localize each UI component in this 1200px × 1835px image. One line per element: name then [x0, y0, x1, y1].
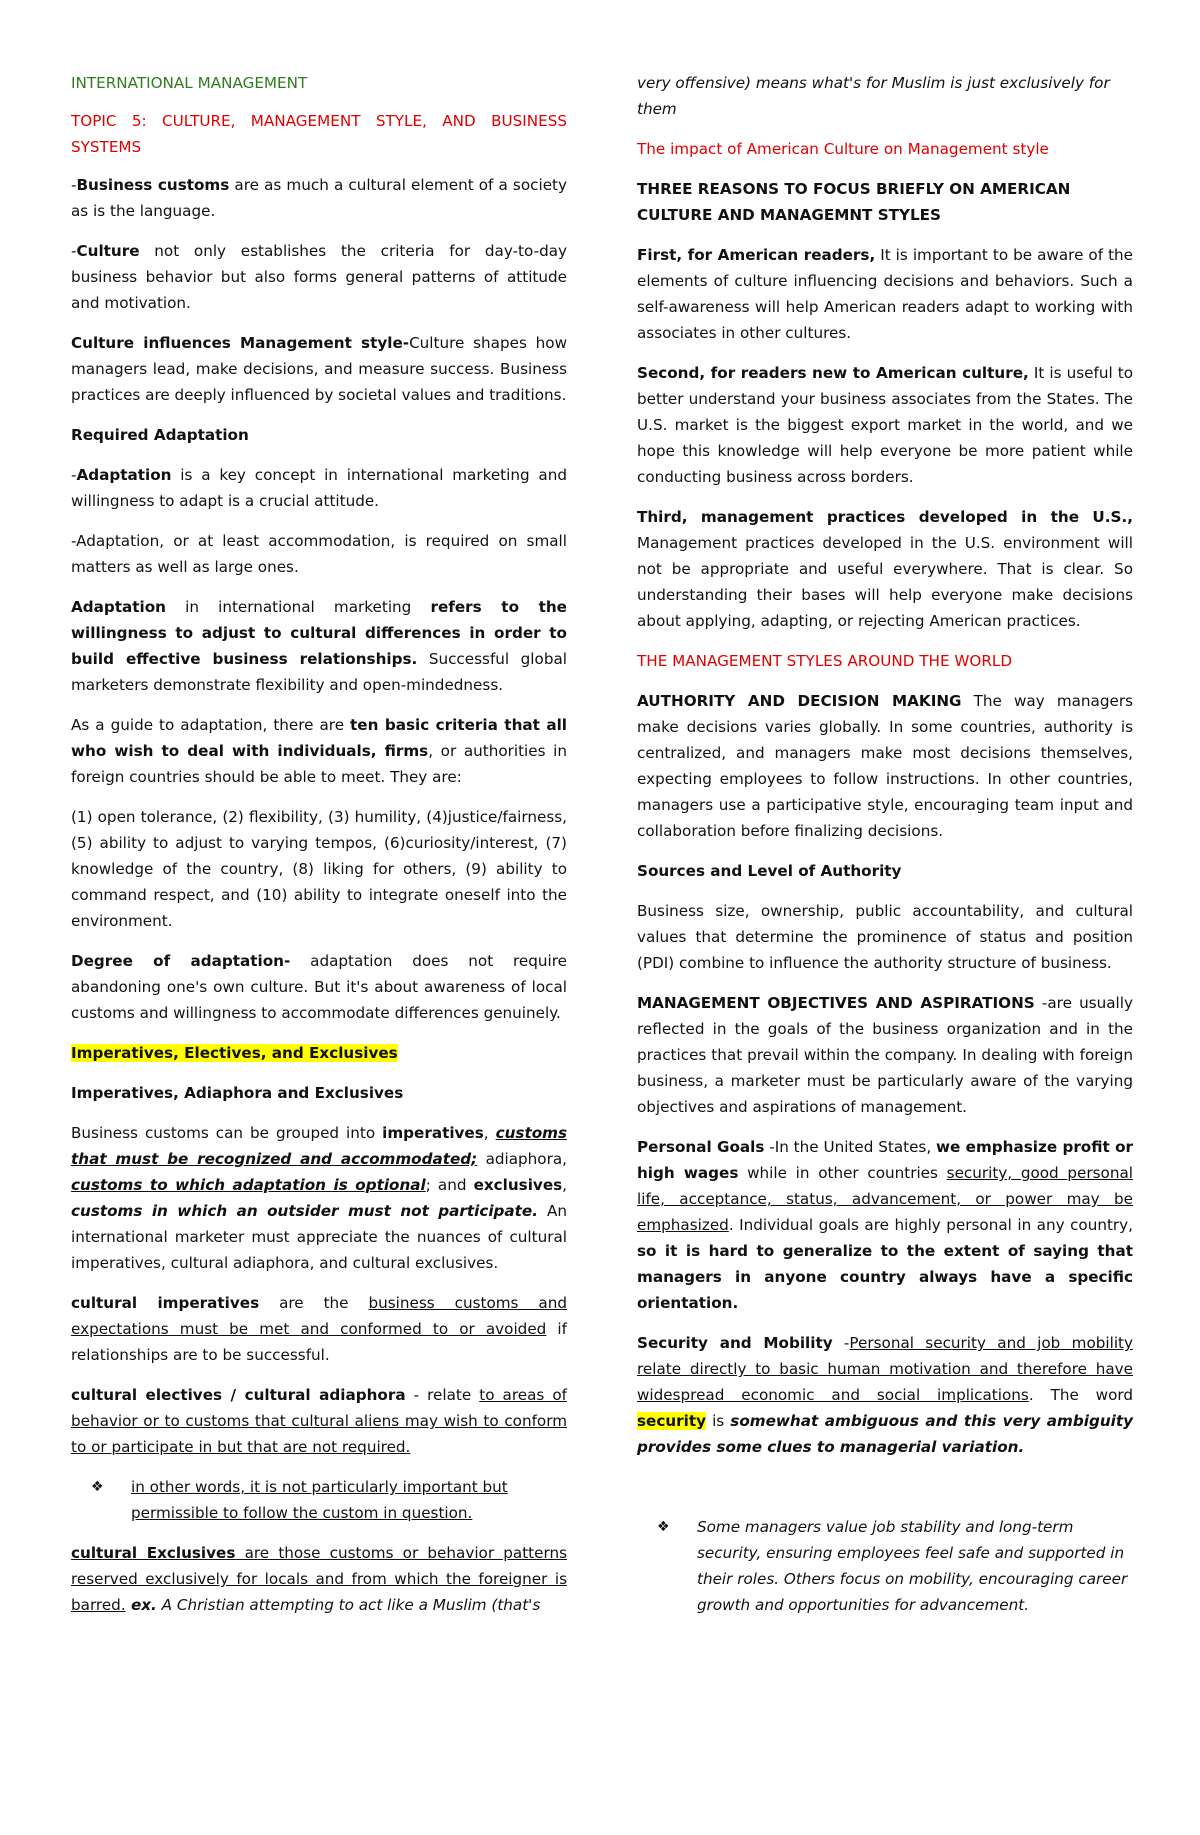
heading-imperatives-electives: Imperatives, Electives, and Exclusives	[71, 1044, 398, 1062]
paragraph-business-customs: -Business customs are as much a cultural element of a society as is the language.	[71, 176, 567, 220]
paragraph-culture-influences: Culture influences Management style-Culture shapes how managers lead, make decisions, and measure success. Business practices are deeply influenced by societal values and traditions.	[71, 334, 567, 404]
paragraph-business-customs-groups: Business customs can be grouped into imperatives, customs that must be recognized and accommodated; adiaphora, customs to which adaptation is optional; and exclusives, customs in which an outsider must not participate. An international marketer must appreciate the nuances of cultural imperatives, cultural adiaphora, and cultural exclusives.	[71, 1124, 568, 1272]
paragraph-criteria-list: (1) open tolerance, (2) flexibility, (3) humility, (4)justice/fairness, (5) ability to adjust to varying tempos, (6)curiosity/interest, (7) knowledge of the country, (8) liking for others, (9) ability to command respect, and (10) ability to integrate oneself into the environment.	[71, 808, 567, 930]
heading-three-reasons: THREE REASONS TO FOCUS BRIEFLY ON AMERICAN CULTURE AND MANAGEMNT STYLES	[637, 180, 1071, 224]
paragraph-personal-goals: Personal Goals -In the United States, we emphasize profit or high wages while in other countries security, good personal life, acceptance, status, advancement, or power may be emphasized. Individual goals are highly personal in any country, so it is hard to generalize to the extent of saying that managers in anyone country always have a specific orientation.	[637, 1138, 1134, 1312]
paragraph-continuation: very offensive) means what's for Muslim is just exclusively for them	[637, 74, 1110, 118]
left-column	[71, 70, 567, 1632]
diamond-bullet-icon: ❖	[657, 1519, 670, 1535]
spacer	[637, 1474, 1133, 1514]
paragraph-culture: -Culture not only establishes the criteria for day-to-day business behavior but also forms general patterns of attitude and motivation.	[71, 242, 567, 312]
paragraph-sources-authority: Business size, ownership, public accountability, and cultural values that determine the prominence of status and position (PDI) combine to influence the authority structure of business.	[637, 902, 1133, 972]
paragraph-management-objectives: MANAGEMENT OBJECTIVES AND ASPIRATIONS -are usually reflected in the goals of the business organization and in the practices that prevail within the company. In dealing with foreign business, a marketer must be particularly aware of the varying objectives and aspirations of management.	[637, 994, 1133, 1116]
paragraph-cultural-imperatives: cultural imperatives are the business customs and expectations must be met and conformed to or avoided if relationships are to be successful.	[71, 1294, 567, 1364]
paragraph-adaptation-accommodation: -Adaptation, or at least accommodation, is required on small matters as well as large ones.	[71, 532, 567, 576]
paragraph-third-reason: Third, management practices developed in the U.S., Management practices developed in the U.S. environment will not be appropriate and useful everywhere. That is clear. So understanding their bases will help everyone make decisions about applying, adapting, or rejecting American practices.	[637, 508, 1133, 630]
paragraph-second-reason: Second, for readers new to American culture, It is useful to better understand your business associates from the States. The U.S. market is the biggest export market in the world, and we hope this knowledge will help everyone be more patient while conducting business across borders.	[637, 364, 1133, 486]
heading-required-adaptation: Required Adaptation	[71, 426, 249, 444]
bullet-job-stability: ❖ Some managers value job stability and long-term security, ensuring employees feel safe and supported in their roles. Others focus on mobility, encouraging career growth and opportunities for advancement.	[637, 1514, 1133, 1618]
paragraph-adaptation-refers: Adaptation in international marketing refers to the willingness to adjust to cultural differences in order to build effective business relationships. Successful global marketers demonstrate flexibility and open-mindedness.	[71, 598, 567, 694]
paragraph-degree-adaptation: Degree of adaptation- adaptation does not require abandoning one's own culture. But it's about awareness of local customs and willingness to accommodate differences genuinely.	[71, 952, 567, 1022]
heading-sources-authority: Sources and Level of Authority	[637, 862, 902, 880]
right-column	[637, 70, 1133, 1632]
paragraph-cultural-electives: cultural electives / cultural adiaphora - relate to areas of behavior or to customs that cultural aliens may wish to conform to or participate in but that are not required.	[71, 1386, 568, 1456]
diamond-bullet-icon: ❖	[91, 1479, 104, 1495]
paragraph-first-reason: First, for American readers, It is important to be aware of the elements of culture influencing decisions and behaviors. Such a self-awareness will help American readers adapt to working with associates in other cultures.	[637, 246, 1133, 342]
paragraph-security-mobility: Security and Mobility -Personal security and job mobility relate directly to basic human motivation and therefore have widespread economic and social implications. The word security is somewhat ambiguous and this very ambiguity provides some clues to managerial variation.	[637, 1334, 1134, 1456]
paragraph-authority-decision: AUTHORITY AND DECISION MAKING The way managers make decisions varies globally. In some countries, authority is centralized, and managers make most decisions themselves, expecting employees to follow instructions. In other countries, managers use a participative style, encouraging team input and collaboration before finalizing decisions.	[637, 692, 1133, 840]
paragraph-ten-criteria: As a guide to adaptation, there are ten basic criteria that all who wish to deal with individuals, firms, or authorities in foreign countries should be able to meet. They are:	[71, 716, 567, 786]
document-title: INTERNATIONAL MANAGEMENT	[71, 74, 308, 92]
heading-management-styles: THE MANAGEMENT STYLES AROUND THE WORLD	[637, 652, 1013, 670]
bullet-in-other-words: ❖ in other words, it is not particularly important but permissible to follow the custom in question.	[71, 1474, 567, 1526]
paragraph-adaptation-key: -Adaptation is a key concept in international marketing and willingness to adapt is a crucial attitude.	[71, 466, 567, 510]
heading-impact-american-culture: The impact of American Culture on Management style	[637, 140, 1049, 158]
paragraph-cultural-exclusives: cultural Exclusives are those customs or behavior patterns reserved exclusively for locals and from which the foreigner is barred. ex. A Christian attempting to act like a Muslim (that's	[71, 1544, 567, 1614]
heading-imperatives-adiaphora: Imperatives, Adiaphora and Exclusives	[71, 1084, 404, 1102]
topic-title: TOPIC 5: CULTURE, MANAGEMENT STYLE, AND BUSINESS SYSTEMS	[71, 112, 567, 156]
